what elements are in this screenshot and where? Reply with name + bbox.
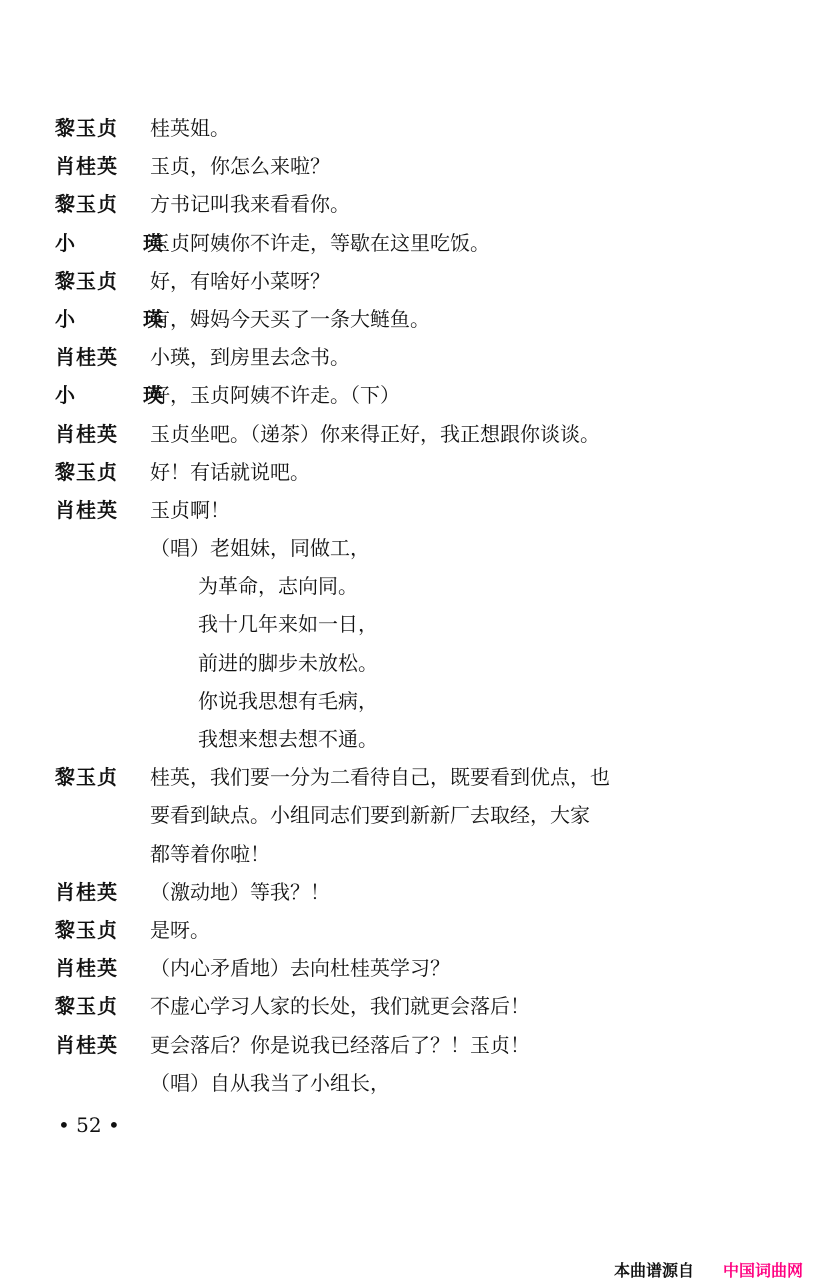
dialogue-line bbox=[55, 873, 755, 911]
dialogue-line bbox=[55, 491, 755, 529]
line-text: 玉贞啊！ bbox=[150, 497, 230, 522]
line-text: 不虚心学习人家的长处，我们就更会落后！ bbox=[150, 994, 530, 1019]
watermark-site-name: 中国词曲网 bbox=[723, 1261, 804, 1280]
line-text: 为革命，志向同。 bbox=[198, 574, 358, 599]
line-text: 是呀。 bbox=[150, 917, 210, 942]
dialogue-line bbox=[55, 911, 755, 949]
speaker-name: 小 瑛 bbox=[55, 383, 187, 408]
dialogue-line bbox=[55, 529, 755, 567]
dialogue-line bbox=[55, 796, 755, 834]
dialogue-line bbox=[55, 567, 755, 605]
line-text: 小瑛，到房里去念书。 bbox=[150, 345, 350, 370]
line-text: 好，有啥好小菜呀？ bbox=[150, 268, 330, 293]
line-text: 前进的脚步未放松。 bbox=[198, 650, 378, 675]
line-text: 更会落后？你是说我已经落后了？！玉贞！ bbox=[150, 1032, 530, 1057]
speaker-name: 肖桂英 bbox=[55, 956, 118, 981]
dialogue-line bbox=[55, 720, 755, 758]
line-text: （内心矛盾地）去向杜桂英学习？ bbox=[150, 956, 450, 981]
watermark-source-label: 本曲谱源自 bbox=[614, 1261, 695, 1280]
page-number: • 52 • bbox=[58, 1113, 120, 1137]
line-text: 桂英姐。 bbox=[150, 116, 230, 140]
speaker-name: 肖桂英 bbox=[55, 421, 118, 446]
speaker-name: 小 瑛 bbox=[55, 306, 187, 331]
dialogue-line bbox=[55, 415, 755, 453]
dialogue-line bbox=[55, 987, 755, 1025]
line-text: 桂英，我们要一分为二看待自己，既要看到优点，也 bbox=[150, 765, 610, 790]
speaker-name: 黎玉贞 bbox=[55, 917, 118, 942]
line-text: 方书记叫我来看看你。 bbox=[150, 192, 350, 217]
dialogue-line bbox=[55, 1026, 755, 1064]
dialogue-line bbox=[55, 1064, 755, 1102]
dialogue-line bbox=[55, 300, 755, 338]
dialogue-line bbox=[55, 376, 755, 414]
line-text: 我想来想去想不通。 bbox=[198, 727, 378, 751]
line-text: 玉贞坐吧。（递茶）你来得正好，我正想跟你谈谈。 bbox=[150, 421, 600, 446]
speaker-name: 肖桂英 bbox=[55, 154, 118, 179]
speaker-name: 黎玉贞 bbox=[55, 459, 118, 484]
line-text: 好，玉贞阿姨不许走。（下） bbox=[150, 383, 400, 408]
line-text: 你说我思想有毛病， bbox=[198, 688, 378, 713]
speaker-name: 黎玉贞 bbox=[55, 116, 118, 140]
line-text: 都等着你啦！ bbox=[150, 841, 270, 866]
dialogue-line bbox=[55, 109, 755, 147]
line-text: 玉贞，你怎么来啦？ bbox=[150, 154, 330, 179]
line-text: 有，姆妈今天买了一条大鲢鱼。 bbox=[150, 306, 430, 331]
script-text bbox=[55, 109, 755, 1102]
speaker-name: 黎玉贞 bbox=[55, 994, 118, 1019]
line-text: 好！有话就说吧。 bbox=[150, 459, 310, 484]
dialogue-line bbox=[55, 147, 755, 185]
dialogue-line bbox=[55, 949, 755, 987]
speaker-name: 肖桂英 bbox=[55, 879, 118, 904]
dialogue-line bbox=[55, 224, 755, 262]
speaker-name: 肖桂英 bbox=[55, 1032, 118, 1057]
speaker-name: 黎玉贞 bbox=[55, 192, 118, 217]
line-text: （唱）老姐妹，同做工， bbox=[150, 536, 370, 561]
dialogue-line bbox=[55, 453, 755, 491]
dialogue-line bbox=[55, 758, 755, 796]
dialogue-line bbox=[55, 185, 755, 223]
line-text: （唱）自从我当了小组长， bbox=[150, 1070, 390, 1095]
dialogue-line bbox=[55, 338, 755, 376]
dialogue-line bbox=[55, 835, 755, 873]
speaker-name: 小 瑛 bbox=[55, 230, 187, 255]
speaker-name: 肖桂英 bbox=[55, 497, 118, 522]
line-text: 要看到缺点。小组同志们要到新新厂去取经，大家 bbox=[150, 803, 590, 828]
speaker-name: 肖桂英 bbox=[55, 345, 118, 370]
dialogue-line bbox=[55, 644, 755, 682]
speaker-name: 黎玉贞 bbox=[55, 765, 118, 790]
line-text: （激动地）等我？！ bbox=[150, 879, 330, 904]
line-text: 我十几年来如一日， bbox=[198, 612, 378, 637]
line-text: 玉贞阿姨你不许走，等歇在这里吃饭。 bbox=[150, 230, 490, 255]
dialogue-line bbox=[55, 682, 755, 720]
dialogue-line bbox=[55, 262, 755, 300]
speaker-name: 黎玉贞 bbox=[55, 268, 118, 293]
dialogue-line bbox=[55, 605, 755, 643]
